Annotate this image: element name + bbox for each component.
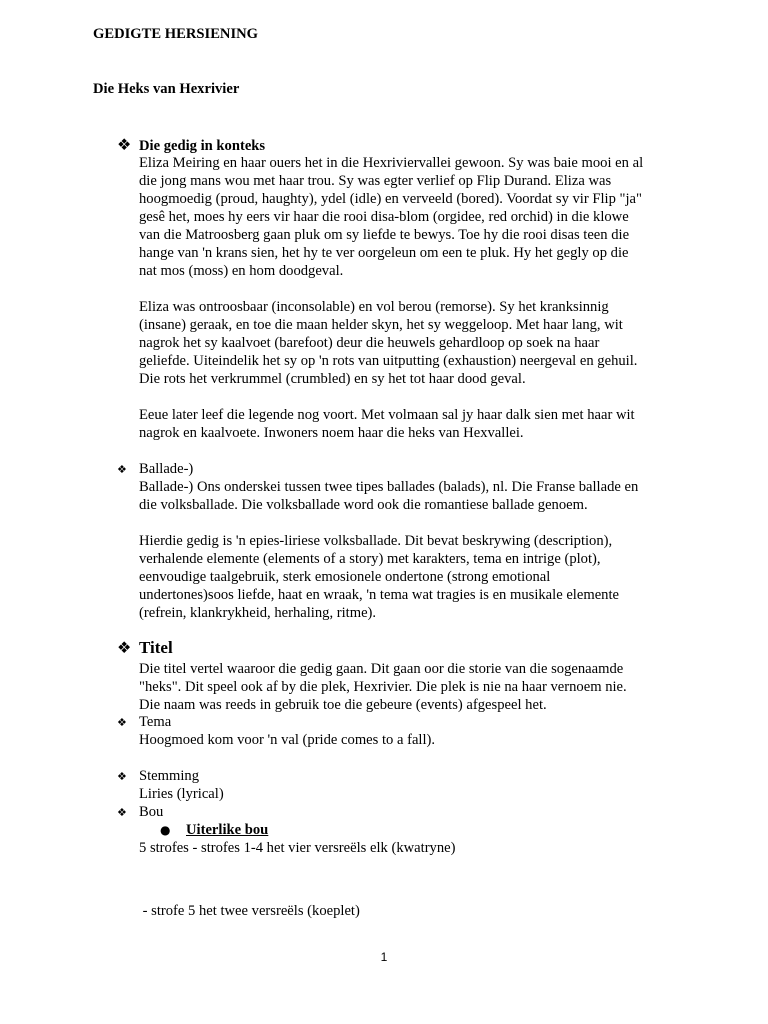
- page-number: 1: [380, 950, 388, 964]
- text-line: "heks". Dit speel ook af by die plek, Hexrivier. Die plek is nie na haar vernoem nie.: [139, 679, 627, 695]
- text-line: Eeue later leef die legende nog voort. Met volmaan sal jy haar dalk sien met haar wit: [139, 407, 635, 423]
- konteks-paragraph-2: [139, 298, 679, 388]
- konteks-paragraph-3: [139, 406, 679, 442]
- diamond-bullet-icon: ❖: [117, 770, 127, 783]
- poem-title: Die Heks van Hexrivier: [93, 81, 240, 97]
- text-line: van die Matroosberg gaan pluk om sy liefde te bewys. Toe hy die rooi disas teen die: [139, 227, 630, 243]
- document-title: GEDIGTE HERSIENING: [93, 26, 259, 42]
- stemming-heading: Stemming: [139, 768, 199, 784]
- text-line: nat mos (moss) en hom doodgeval.: [139, 263, 344, 279]
- text-line: gesê het, moes hy eers vir haar die rooi disa-blom (orgidee, red orchid) in die klowe: [139, 209, 629, 225]
- diamond-bullet-icon: ❖: [117, 716, 127, 729]
- titel-paragraph: [139, 660, 679, 714]
- text-line: eenvoudige taalgebruik, sterk emosionele ondertone (strong emotional: [139, 569, 551, 585]
- bou-line-2: [139, 866, 679, 956]
- text-line: Ballade-) Ons onderskei tussen twee tipes ballades (balads), nl. Die Franse ballade en: [139, 479, 639, 495]
- ballade-heading: Ballade-): [139, 461, 194, 477]
- text-line: Die naam was reeds in gebruik toe die gebeure (events) afgespeel het.: [139, 697, 547, 713]
- text-line: Liries (lyrical): [139, 786, 224, 802]
- text-line: Hierdie gedig is 'n epies-liriese volksballade. Dit bevat beskrywing (description),: [139, 533, 613, 549]
- text-line: - strofe 5 het twee versreëls (koeplet): [139, 903, 360, 919]
- text-line: die volksballade. Die volksballade word ook die romantiese ballade genoem.: [139, 497, 588, 513]
- ballade-bullet-row: [117, 460, 193, 479]
- text-line: (refrein, klankrykheid, herhaling, ritme).: [139, 605, 377, 621]
- tema-text: [139, 731, 679, 749]
- text-line: Eliza Meiring en haar ouers het in die Hexriviervallei gewoon. Sy was baie mooi en al: [139, 155, 644, 171]
- uiterlike-bou-bullet-row: [160, 821, 268, 839]
- text-line: (insane) geraak, en toe die maan helder skyn, het sy weggeloop. Met haar lang, wit: [139, 317, 623, 333]
- diamond-bullet-icon: ❖: [117, 806, 127, 819]
- ballade-paragraph-2: [139, 532, 679, 622]
- titel-heading: Titel: [139, 638, 173, 657]
- diamond-bullet-icon: ❖: [117, 638, 132, 657]
- disc-bullet-icon: ●: [160, 823, 171, 837]
- ballade-paragraph-1: [139, 478, 679, 514]
- stemming-bullet-row: [117, 767, 199, 786]
- text-line: hange van 'n krans sien, het hy te ver oorgeleun om een te pluk. Hy het gegly op die: [139, 245, 629, 261]
- diamond-bullet-icon: ❖: [117, 463, 127, 476]
- tema-heading: Tema: [139, 714, 172, 730]
- text-line: hoogmoedig (proud, haughty), ydel (idle) en verveeld (bored). Voordat sy vir Flip "ja": [139, 191, 642, 207]
- titel-bullet-row: [117, 639, 173, 657]
- text-line: verhalende elemente (elements of a story) met karakters, tema en intrige (plot),: [139, 551, 601, 567]
- text-line: nagrok en kaalvoete. Inwoners noem haar die heks van Hexvallei.: [139, 425, 524, 441]
- text-line: Die titel vertel waaroor die gedig gaan. Dit gaan oor die storie van die sogenaamde: [139, 661, 624, 677]
- text-line: undertones)soos liefde, haat en wraak, 'n tema wat tragies is en musikale elemente: [139, 587, 619, 603]
- text-line: geliefde. Uiteindelik het sy op 'n rots van uitputting (exhaustion) neergeval en gehuil.: [139, 353, 638, 369]
- text-line: nagrok het sy kaalvoet (barefoot) deur die heuwels gehardloop op soek na haar: [139, 335, 600, 351]
- konteks-bullet-row: [117, 136, 265, 155]
- text-line: Hoogmoed kom voor 'n val (pride comes to a fall).: [139, 732, 436, 748]
- text-line: Die rots het verkrummel (crumbled) en sy het tot haar dood geval.: [139, 371, 526, 387]
- konteks-paragraph-1: [139, 154, 679, 280]
- text-line: die jong mans wou met haar trou. Sy was egter verlief op Flip Durand. Eliza was: [139, 173, 612, 189]
- konteks-heading: Die gedig in konteks: [139, 138, 266, 154]
- stemming-text: [139, 785, 679, 803]
- text-line: 5 strofes - strofes 1-4 het vier versreëls elk (kwatryne): [139, 840, 456, 856]
- bou-line-1: [139, 839, 679, 857]
- uiterlike-bou-heading: Uiterlike bou: [186, 822, 269, 838]
- diamond-bullet-icon: ❖: [117, 135, 132, 154]
- text-line: Eliza was ontroosbaar (inconsolable) en vol berou (remorse). Sy het kranksinnig: [139, 299, 609, 315]
- bou-bullet-row: [117, 803, 163, 822]
- bou-heading: Bou: [139, 804, 164, 820]
- tema-bullet-row: [117, 713, 171, 732]
